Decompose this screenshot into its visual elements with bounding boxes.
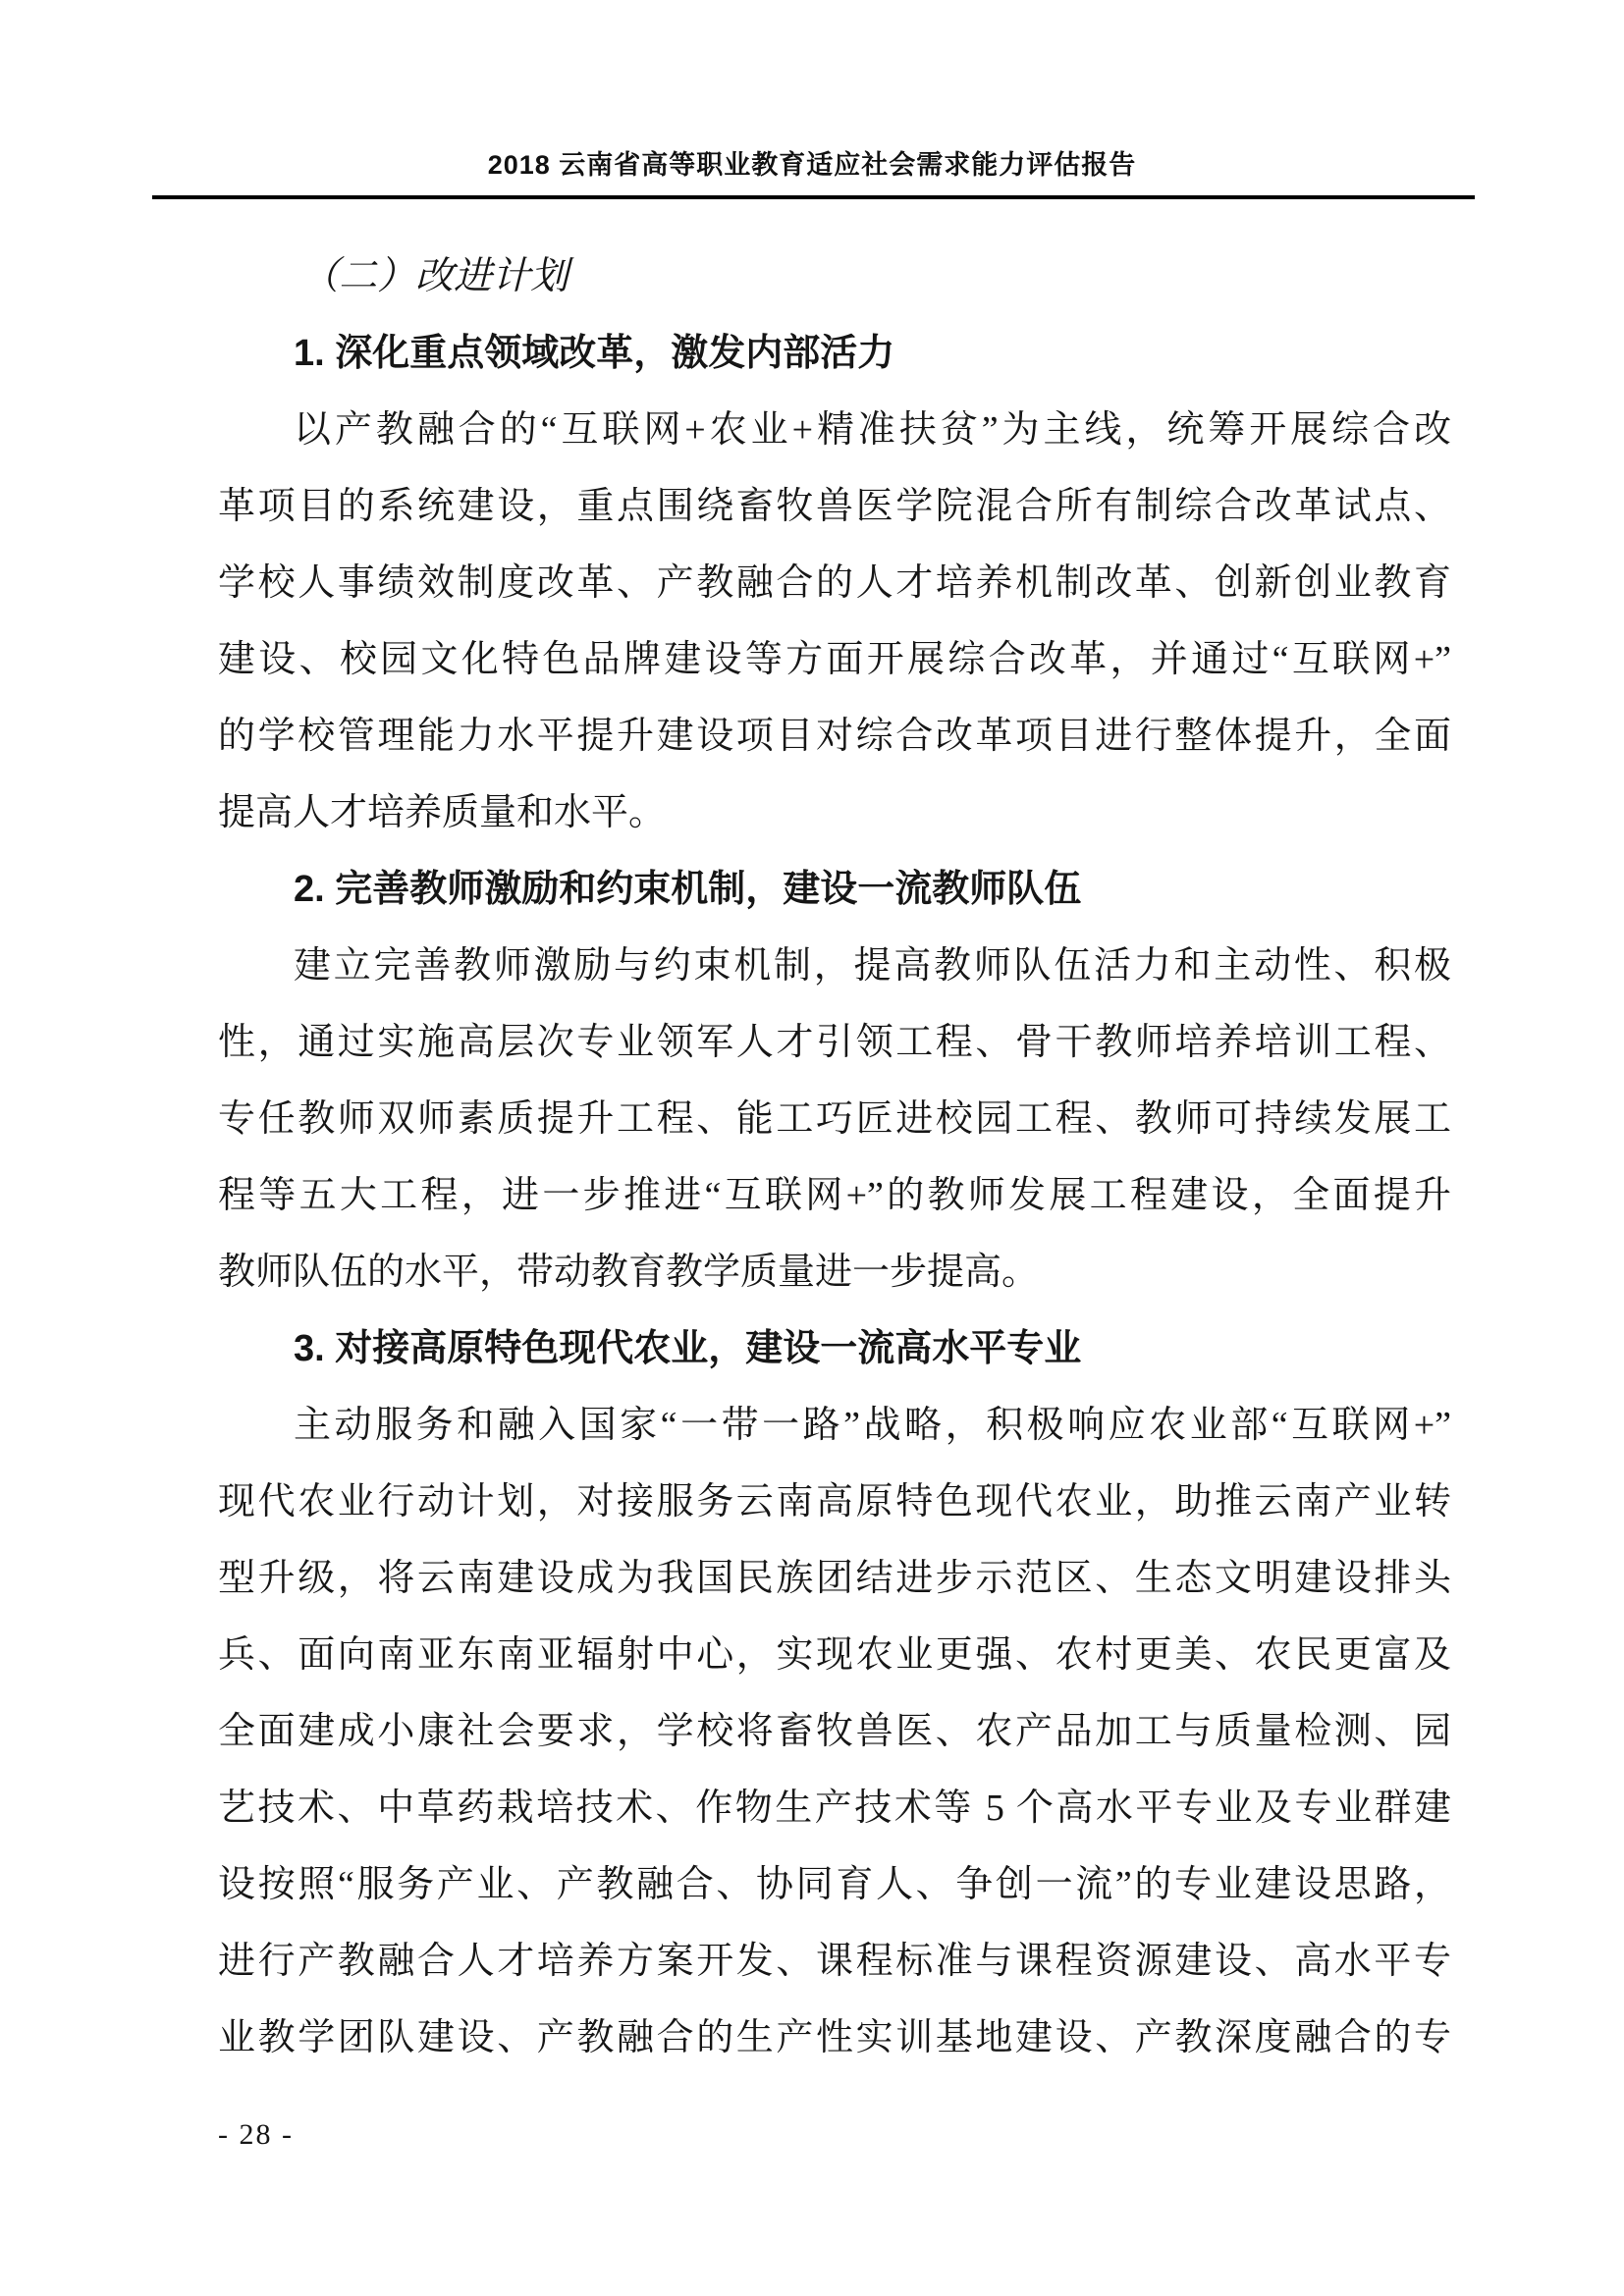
document-body: [218, 239, 1451, 2076]
header-rule: [152, 195, 1475, 199]
paragraph-line: 专任教师双师素质提升工程、能工巧匠进校园工程、教师可持续发展工: [218, 1098, 1451, 1140]
section-heading: （二）改进计划: [300, 255, 569, 297]
paragraph-line: 全面建成小康社会要求，学校将畜牧兽医、农产品加工与质量检测、园: [218, 1711, 1451, 1752]
numbered-heading-3: 3. 对接高原特色现代农业，建设一流高水平专业: [294, 1328, 1082, 1369]
paragraph-line: 进行产教融合人才培养方案开发、课程标准与课程资源建设、高水平专: [218, 1941, 1451, 1982]
paragraph-line: 型升级，将云南建设成为我国民族团结进步示范区、生态文明建设排头: [218, 1558, 1451, 1599]
paragraph-line: 兵、面向南亚东南亚辐射中心，实现农业更强、农村更美、农民更富及: [218, 1634, 1451, 1676]
numbered-heading-1: 1. 深化重点领域改革，激发内部活力: [294, 333, 895, 374]
paragraph-line: 建立完善教师激励与约束机制，提高教师队伍活力和主动性、积极: [294, 945, 1451, 987]
paragraph-line: 革项目的系统建设，重点围绕畜牧兽医学院混合所有制综合改革试点、: [218, 486, 1451, 527]
paragraph-line: 程等五大工程，进一步推进“互联网+”的教师发展工程建设，全面提升: [218, 1175, 1451, 1216]
paragraph-line: 以产教融合的“互联网+农业+精准扶贫”为主线，统筹开展综合改: [294, 409, 1451, 451]
paragraph-line: 的学校管理能力水平提升建设项目对综合改革项目进行整体提升，全面: [218, 716, 1451, 757]
paragraph-line: 业教学团队建设、产教融合的生产性实训基地建设、产教深度融合的专: [218, 2017, 1451, 2058]
paragraph-line: 现代农业行动计划，对接服务云南高原特色现代农业，助推云南产业转: [218, 1481, 1451, 1522]
paragraph-line: 设按照“服务产业、产教融合、协同育人、争创一流”的专业建设思路，: [218, 1864, 1451, 1905]
page-header-title: 2018 云南省高等职业教育适应社会需求能力评估报告: [487, 150, 1137, 180]
paragraph-line: 学校人事绩效制度改革、产教融合的人才培养机制改革、创新创业教育: [218, 562, 1451, 604]
paragraph-line: 性，通过实施高层次专业领军人才引领工程、骨干教师培养培训工程、: [218, 1022, 1451, 1063]
numbered-heading-2: 2. 完善教师激励和约束机制，建设一流教师队伍: [294, 869, 1082, 910]
paragraph-line: 教师队伍的水平，带动教育教学质量进一步提高。: [218, 1252, 1040, 1293]
paragraph-line: 建设、校园文化特色品牌建设等方面开展综合改革，并通过“互联网+”: [218, 639, 1451, 680]
paragraph-line: 艺技术、中草药栽培技术、作物生产技术等 5 个高水平专业及专业群建: [218, 1788, 1451, 1829]
paragraph-line: 提高人才培养质量和水平。: [218, 792, 667, 833]
paragraph-line: 主动服务和融入国家“一带一路”战略，积极响应农业部“互联网+”: [294, 1405, 1451, 1446]
page-number: - 28 -: [218, 2118, 294, 2151]
